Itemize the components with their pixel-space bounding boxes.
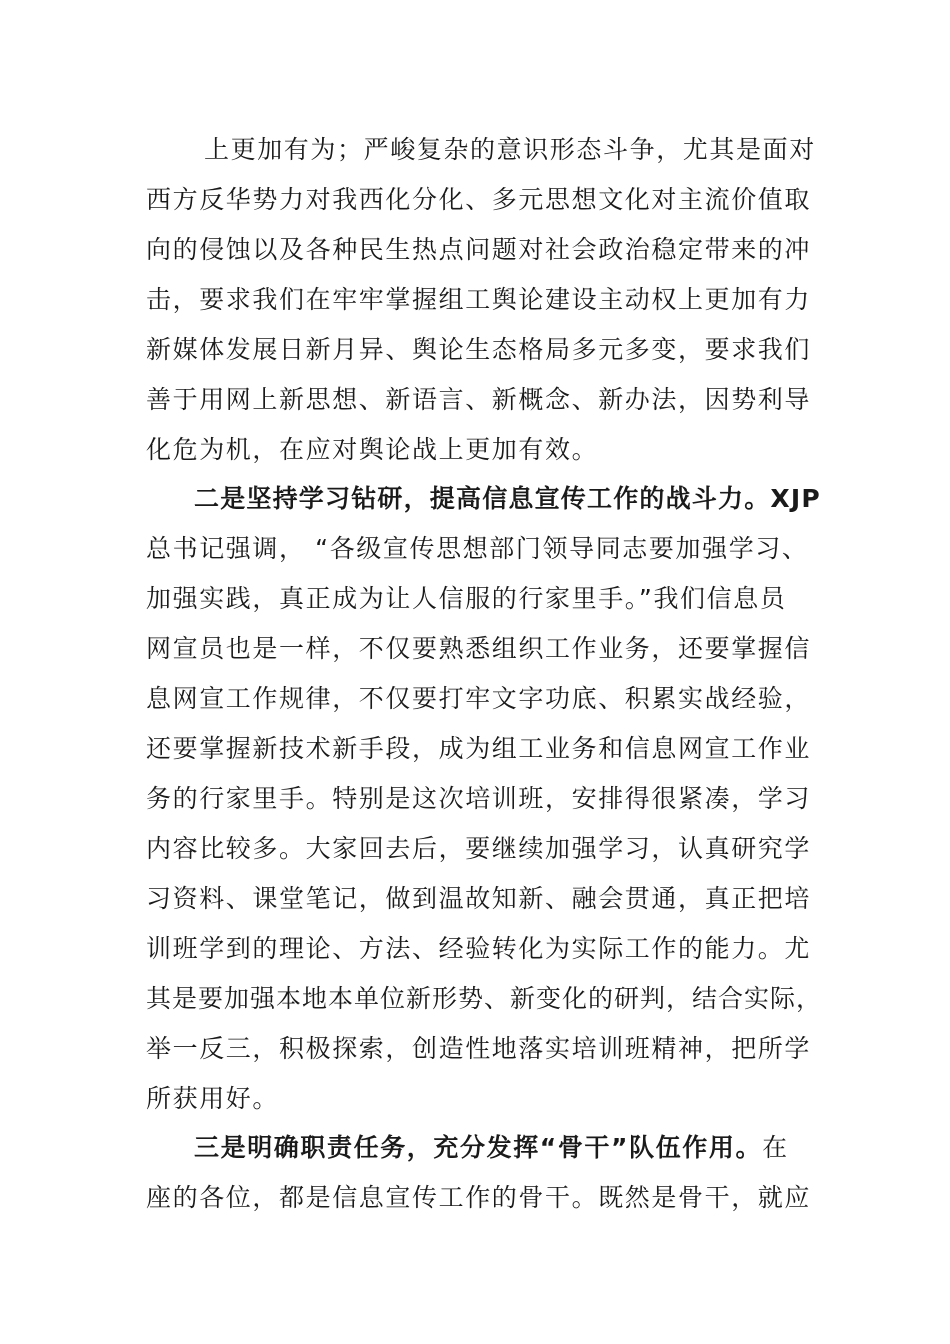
paragraph-2-line: 加强实践，真正成为让人信服的行家里手。”我们信息员 [146,584,787,613]
paragraph-3-heading: 三是明确职责任务，充分发挥“骨干”队伍作用。 [194,1133,763,1162]
paragraph-1-line: 上更加有为；严峻复杂的意识形态斗争，尤其是面对 [204,135,816,164]
paragraph-1-line: 善于用网上新思想、新语言、新概念、新办法，因势利导 [146,385,812,414]
paragraph-1-line: 新媒体发展日新月异、舆论生态格局多元多变，要求我们 [146,335,812,364]
paragraph-2-line: 内容比较多。大家回去后，要继续加强学习，认真研究学 [146,834,812,863]
paragraph-2-line: 习资料、课堂笔记，做到温故知新、融会贯通，真正把培 [146,884,812,913]
paragraph-2-heading-line [194,484,821,514]
paragraph-2-line: 举一反三，积极探索，创造性地落实培训班精神，把所学 [146,1034,812,1063]
paragraph-2-line: 还要掌握新技术新手段，成为组工业务和信息网宣工作业 [146,734,812,763]
paragraph-1-line: 击，要求我们在牢牢掌握组工舆论建设主动权上更加有力 [146,285,812,314]
paragraph-2-line: 务的行家里手。特别是这次培训班，安排得很紧凑，学习 [146,784,812,813]
paragraph-1-line: 西方反华势力对我西化分化、多元思想文化对主流价值取 [146,185,812,214]
paragraph-2-line: 所获用好。 [146,1084,280,1113]
paragraph-3-heading-tail: 在 [762,1133,789,1162]
paragraph-2-line: 训班学到的理论、方法、经验转化为实际工作的能力。尤 [146,934,812,963]
paragraph-2-heading-tail: XJP [770,484,821,513]
paragraph-2-line: 总书记强调， “各级宣传思想部门领导同志要加强学习、 [146,534,809,563]
paragraph-3-line: 座的各位，都是信息宣传工作的骨干。既然是骨干，就应 [146,1183,812,1212]
paragraph-2-line: 其是要加强本地本单位新形势、新变化的研判，结合实际， [146,984,823,1013]
paragraph-3-heading-line [194,1133,789,1163]
paragraph-2-line: 息网宣工作规律，不仅要打牢文字功底、积累实战经验， [146,684,812,713]
paragraph-1-line: 化危为机，在应对舆论战上更加有效。 [146,435,599,464]
paragraph-1-line: 向的侵蚀以及各种民生热点问题对社会政治稳定带来的冲 [146,235,812,264]
paragraph-2-line: 网宣员也是一样，不仅要熟悉组织工作业务，还要掌握信 [146,634,812,663]
paragraph-2-heading: 二是坚持学习钻研，提高信息宣传工作的战斗力。 [194,484,771,513]
